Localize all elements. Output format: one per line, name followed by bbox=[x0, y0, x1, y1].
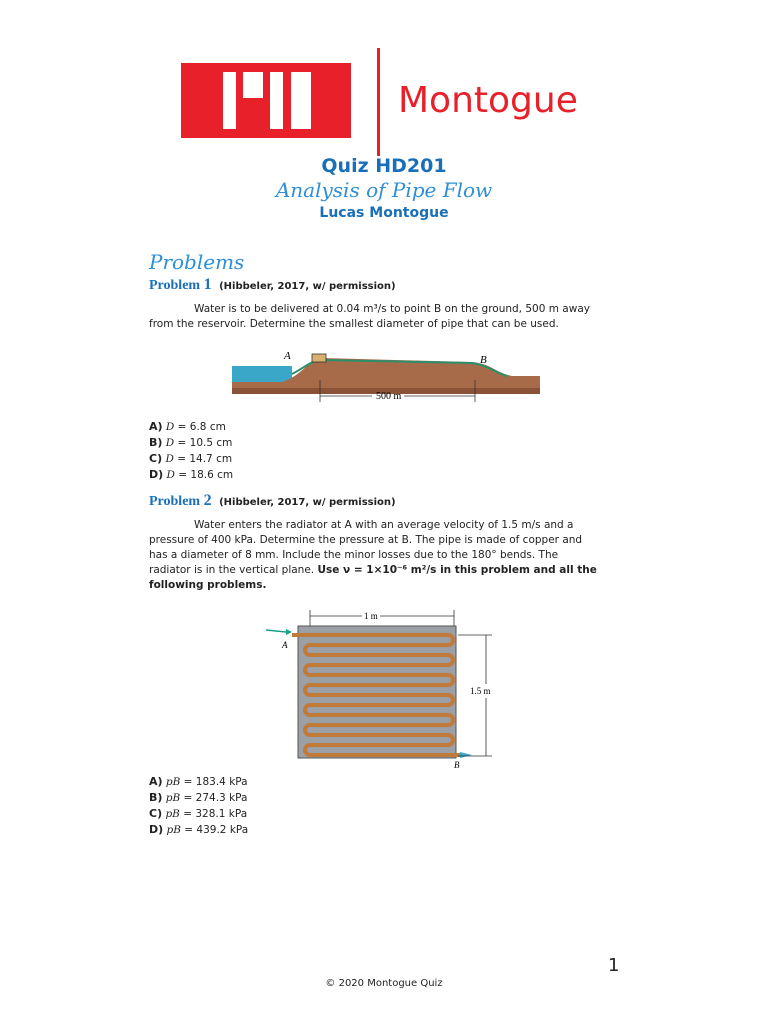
problem-2-options bbox=[149, 774, 248, 838]
problem-2-option-b: B) pB = 274.3 kPa bbox=[149, 791, 248, 804]
figure-2-label-a: A bbox=[282, 640, 288, 650]
problem-1-option-a: A) D = 6.8 cm bbox=[149, 420, 226, 433]
problem-2-figure bbox=[262, 606, 502, 770]
quiz-author: Lucas Montogue bbox=[319, 205, 449, 221]
figure-2-label-b: B bbox=[454, 760, 460, 770]
problem-2-option-d: D) pB = 439.2 kPa bbox=[149, 823, 249, 836]
footer: © 2020 Montogue Quiz bbox=[325, 978, 443, 989]
problem-1-option-b: B) D = 10.5 cm bbox=[149, 436, 233, 449]
problem-1-option-d: D) D = 18.6 cm bbox=[149, 468, 234, 481]
figure-1-label-b: B bbox=[480, 354, 487, 366]
figure-2-height: 1.5 m bbox=[470, 686, 491, 696]
brand-name: Montogue bbox=[398, 80, 578, 121]
problem-1-figure bbox=[232, 348, 542, 410]
problem-1-label: Problem bbox=[149, 278, 201, 293]
problem-1-option-c: C) D = 14.7 cm bbox=[149, 452, 233, 465]
logo-divider bbox=[377, 48, 380, 156]
figure-2-width: 1 m bbox=[364, 611, 378, 621]
problem-1-text: Water is to be delivered at 0.04 m³/s to point B on the ground, 500 m away from the reservoir. Determine the smallest diameter of pipe that can be used. bbox=[149, 303, 590, 330]
problem-2-label: Problem bbox=[149, 494, 201, 509]
quiz-subject: Analysis of Pipe Flow bbox=[275, 178, 493, 202]
problem-2-number: 2 bbox=[203, 492, 212, 509]
page-number: 1 bbox=[608, 955, 620, 976]
quiz-title: Quiz HD201 bbox=[321, 155, 447, 177]
problem-2-option-c: C) pB = 328.1 kPa bbox=[149, 807, 248, 820]
problem-2-source: (Hibbeler, 2017, w/ permission) bbox=[219, 497, 396, 508]
problem-2-text: Water enters the radiator at A with an average velocity of 1.5 m/s and a pressure of 400 kPa. Determine the pressure at B. The pipe is made of copper and has a diameter of 8 mm. Include the minor losses due to the 180° bends. The radiator is in the vertical plane. Use ν = 1×10⁻⁶ m²/s in this problem and all the following problems. bbox=[149, 519, 597, 591]
section-heading: Problems bbox=[149, 250, 245, 274]
problem-1-source: (Hibbeler, 2017, w/ permission) bbox=[219, 281, 396, 292]
problem-1-number: 1 bbox=[203, 276, 212, 293]
problem-2-option-a: A) pB = 183.4 kPa bbox=[149, 775, 248, 788]
logo-icon bbox=[181, 63, 351, 138]
figure-1-label-a: A bbox=[284, 350, 291, 362]
problem-2-heading bbox=[149, 492, 396, 510]
problem-1-heading bbox=[149, 276, 396, 294]
logo-mark bbox=[181, 63, 351, 138]
figure-1-distance: 500 m bbox=[376, 391, 402, 402]
problem-1-options bbox=[149, 419, 233, 483]
